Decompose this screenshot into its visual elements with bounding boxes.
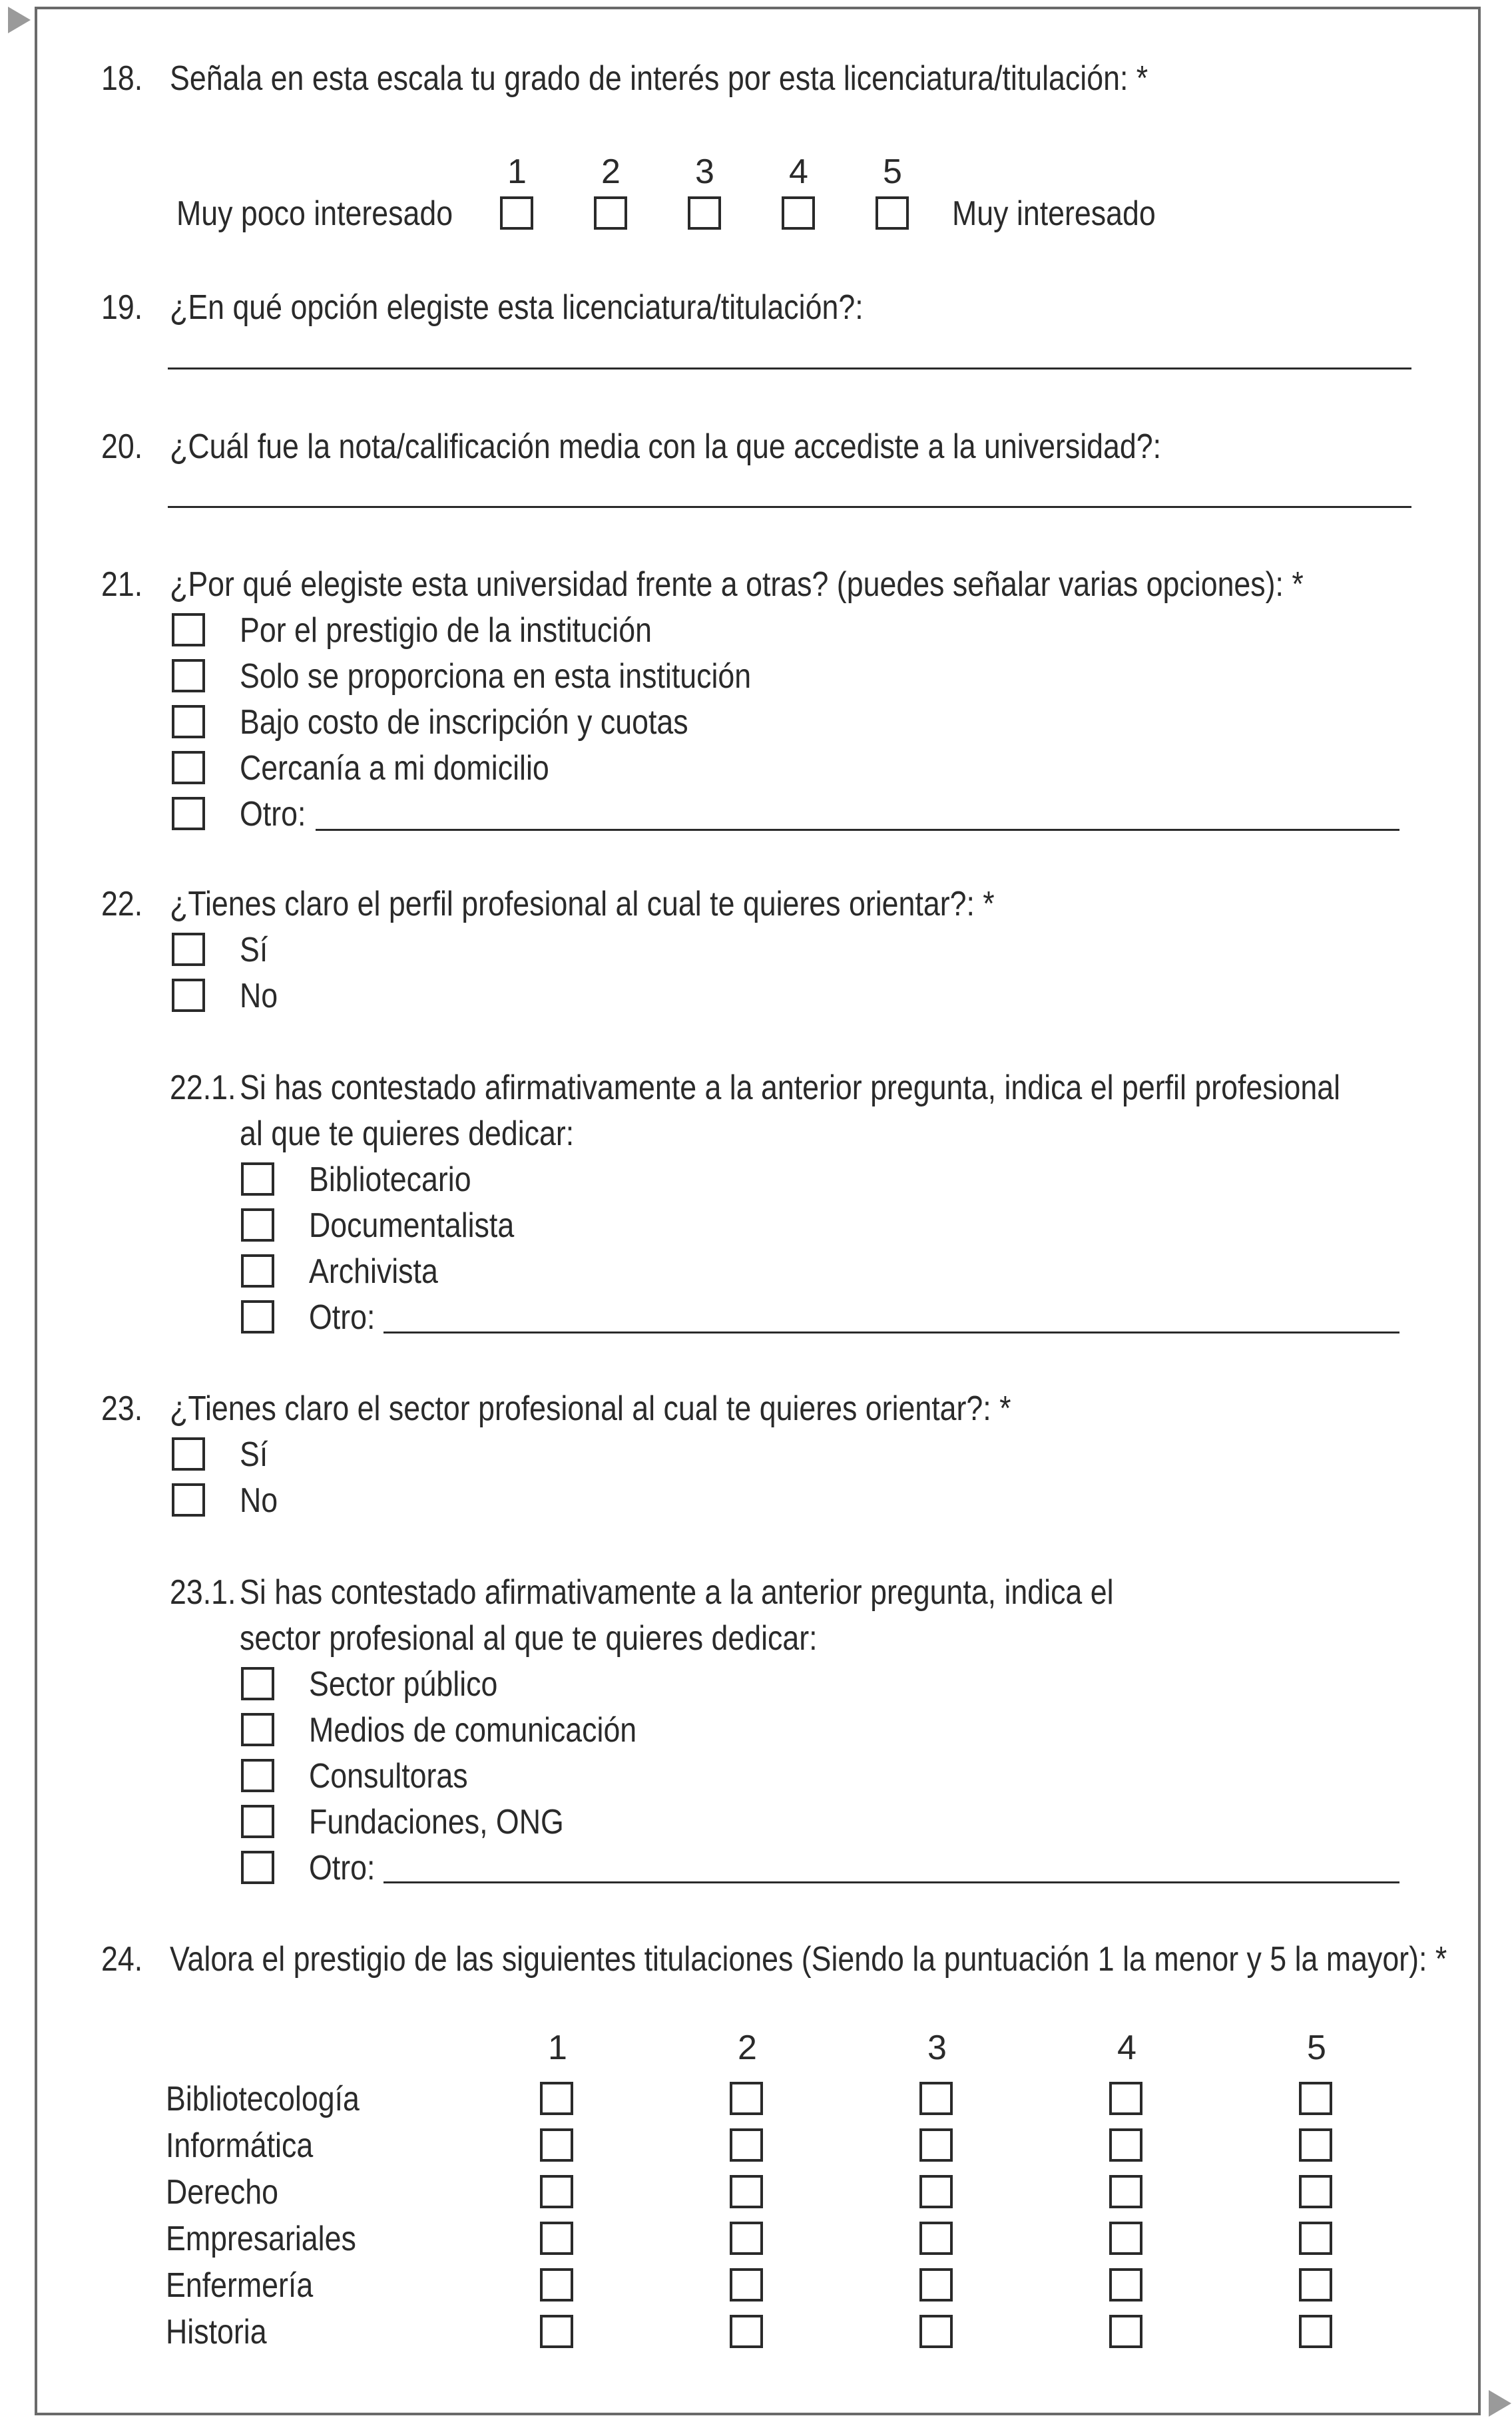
q24-row-checkbox[interactable]	[540, 2175, 573, 2208]
q24-row-checkbox[interactable]	[1299, 2268, 1332, 2301]
q24-row-checkbox[interactable]	[1299, 2128, 1332, 2162]
q21-option-label: Cercanía a mi domicilio	[240, 749, 549, 788]
q24-row-checkbox[interactable]	[919, 2128, 953, 2162]
q18-scale-4: 4	[789, 152, 808, 191]
q22-1-option-label: Bibliotecario	[309, 1160, 471, 1199]
q21-number: 21.	[101, 565, 143, 604]
q22-1-number: 22.1.	[170, 1069, 236, 1107]
q21-option-checkbox[interactable]	[172, 705, 205, 738]
q23-1-other-line[interactable]	[383, 1881, 1399, 1883]
q22-number: 22.	[101, 885, 143, 923]
q23-question: ¿Tienes claro el sector profesional al cual te quieres orientar?: *	[170, 1389, 1011, 1428]
q23-1-option-label: Sector público	[309, 1665, 498, 1704]
q22-option-label: No	[240, 977, 278, 1015]
q24-row-label: Informática	[166, 2126, 314, 2165]
q21-other-line[interactable]	[316, 829, 1399, 831]
q24-row-checkbox[interactable]	[919, 2175, 953, 2208]
q22-1-option-checkbox[interactable]	[241, 1254, 274, 1288]
q23-1-question: Si has contestado afirmativamente a la anterior pregunta, indica el	[240, 1573, 1114, 1612]
q21-option-label: Por el prestigio de la institución	[240, 611, 652, 650]
q18-right-label: Muy interesado	[952, 194, 1156, 233]
q23-1-number: 23.1.	[170, 1573, 236, 1612]
q24-row-checkbox[interactable]	[730, 2268, 763, 2301]
q24-row-checkbox[interactable]	[540, 2082, 573, 2115]
page-marker-top-left-icon	[8, 7, 31, 33]
q23-option-label: No	[240, 1481, 278, 1520]
q21-option-checkbox[interactable]	[172, 751, 205, 784]
q23-1-option-label: Fundaciones, ONG	[309, 1803, 564, 1841]
q24-row-checkbox[interactable]	[1299, 2175, 1332, 2208]
q23-1-option-checkbox[interactable]	[241, 1759, 274, 1792]
q21-option-label: Bajo costo de inscripción y cuotas	[240, 703, 688, 742]
q23-1-question-cont: sector profesional al que te quieres dedicar:	[240, 1619, 818, 1658]
q24-row-checkbox[interactable]	[540, 2222, 573, 2255]
q20-number: 20.	[101, 427, 143, 466]
q18-scale-2: 2	[601, 152, 621, 191]
q23-1-option-label: Consultoras	[309, 1757, 468, 1796]
q22-1-question: Si has contestado afirmativamente a la anterior pregunta, indica el perfil profesional	[240, 1069, 1341, 1107]
q24-row-checkbox[interactable]	[730, 2175, 763, 2208]
q19-answer-line[interactable]	[168, 367, 1411, 369]
page-marker-bottom-right-icon	[1489, 2390, 1511, 2417]
q18-number: 18.	[101, 59, 143, 98]
q22-1-other-line[interactable]	[383, 1331, 1399, 1333]
q23-1-option-checkbox[interactable]	[241, 1667, 274, 1700]
q24-row-checkbox[interactable]	[540, 2268, 573, 2301]
q24-scale-1: 1	[548, 2029, 567, 2067]
q24-row-checkbox[interactable]	[730, 2222, 763, 2255]
q19-question: ¿En qué opción elegiste esta licenciatura/titulación?:	[170, 288, 864, 327]
q22-1-option-checkbox[interactable]	[241, 1208, 274, 1242]
q24-row-checkbox[interactable]	[919, 2082, 953, 2115]
q22-checkbox-no[interactable]	[172, 979, 205, 1012]
q23-checkbox-yes[interactable]	[172, 1437, 205, 1471]
q24-row-checkbox[interactable]	[919, 2315, 953, 2348]
q24-row-label: Historia	[166, 2313, 267, 2351]
q21-question: ¿Por qué elegiste esta universidad frente a otras? (puedes señalar varias opciones): *	[170, 565, 1304, 604]
q23-1-option-label: Otro:	[309, 1849, 376, 1887]
q24-row-checkbox[interactable]	[1299, 2315, 1332, 2348]
q21-option-checkbox[interactable]	[172, 797, 205, 830]
q24-row-checkbox[interactable]	[1299, 2082, 1332, 2115]
q24-row-checkbox[interactable]	[1109, 2268, 1142, 2301]
q24-row-checkbox[interactable]	[1109, 2175, 1142, 2208]
q24-row-label: Empresariales	[166, 2220, 356, 2258]
q19-number: 19.	[101, 288, 143, 327]
q22-checkbox-yes[interactable]	[172, 933, 205, 966]
q24-scale-4: 4	[1117, 2029, 1136, 2067]
q23-1-option-checkbox[interactable]	[241, 1805, 274, 1838]
q18-question: Señala en esta escala tu grado de interés por esta licenciatura/titulación: *	[170, 59, 1148, 98]
q22-1-option-label: Otro:	[309, 1298, 376, 1337]
q18-checkbox-4[interactable]	[782, 196, 815, 230]
q24-row-label: Enfermería	[166, 2266, 314, 2305]
q23-1-option-checkbox[interactable]	[241, 1851, 274, 1884]
q24-row-checkbox[interactable]	[919, 2268, 953, 2301]
q22-option-label: Sí	[240, 931, 268, 969]
q22-1-option-checkbox[interactable]	[241, 1162, 274, 1196]
q21-option-label: Otro:	[240, 795, 306, 834]
q24-scale-5: 5	[1307, 2029, 1326, 2067]
q24-question: Valora el prestigio de las siguientes titulaciones (Siendo la puntuación 1 la menor y 5 la mayor): *	[170, 1940, 1447, 1979]
q23-1-option-label: Medios de comunicación	[309, 1711, 637, 1750]
q22-question: ¿Tienes claro el perfil profesional al cual te quieres orientar?: *	[170, 885, 995, 923]
q20-question: ¿Cuál fue la nota/calificación media con la que accediste a la universidad?:	[170, 427, 1162, 466]
q23-checkbox-no[interactable]	[172, 1483, 205, 1517]
q22-1-option-label: Archivista	[309, 1252, 438, 1291]
q18-scale-1: 1	[507, 152, 527, 191]
q18-checkbox-3[interactable]	[688, 196, 721, 230]
q24-row-checkbox[interactable]	[1109, 2082, 1142, 2115]
q24-row-checkbox[interactable]	[730, 2082, 763, 2115]
q24-row-checkbox[interactable]	[540, 2128, 573, 2162]
q24-row-label: Bibliotecología	[166, 2080, 360, 2118]
q23-1-option-checkbox[interactable]	[241, 1713, 274, 1746]
q21-option-checkbox[interactable]	[172, 613, 205, 646]
q18-checkbox-5[interactable]	[876, 196, 909, 230]
q22-1-option-label: Documentalista	[309, 1206, 515, 1245]
q22-1-option-checkbox[interactable]	[241, 1300, 274, 1333]
q18-checkbox-2[interactable]	[594, 196, 627, 230]
q24-number: 24.	[101, 1940, 143, 1979]
q21-option-label: Solo se proporciona en esta institución	[240, 657, 752, 696]
q23-number: 23.	[101, 1389, 143, 1428]
q24-row-checkbox[interactable]	[730, 2315, 763, 2348]
q21-option-checkbox[interactable]	[172, 659, 205, 692]
q23-option-label: Sí	[240, 1435, 268, 1474]
q24-scale-2: 2	[738, 2029, 757, 2067]
q18-left-label: Muy poco interesado	[176, 194, 453, 233]
q24-row-checkbox[interactable]	[1109, 2315, 1142, 2348]
q18-scale-5: 5	[883, 152, 902, 191]
q22-1-question-cont: al que te quieres dedicar:	[240, 1114, 575, 1153]
q24-row-checkbox[interactable]	[540, 2315, 573, 2348]
q20-answer-line[interactable]	[168, 506, 1411, 508]
q24-row-checkbox[interactable]	[1109, 2222, 1142, 2255]
q24-row-checkbox[interactable]	[1109, 2128, 1142, 2162]
q24-row-checkbox[interactable]	[1299, 2222, 1332, 2255]
q24-row-checkbox[interactable]	[730, 2128, 763, 2162]
q24-row-checkbox[interactable]	[919, 2222, 953, 2255]
q24-row-label: Derecho	[166, 2173, 279, 2212]
q18-scale-3: 3	[695, 152, 714, 191]
q18-checkbox-1[interactable]	[500, 196, 533, 230]
q24-scale-3: 3	[927, 2029, 947, 2067]
